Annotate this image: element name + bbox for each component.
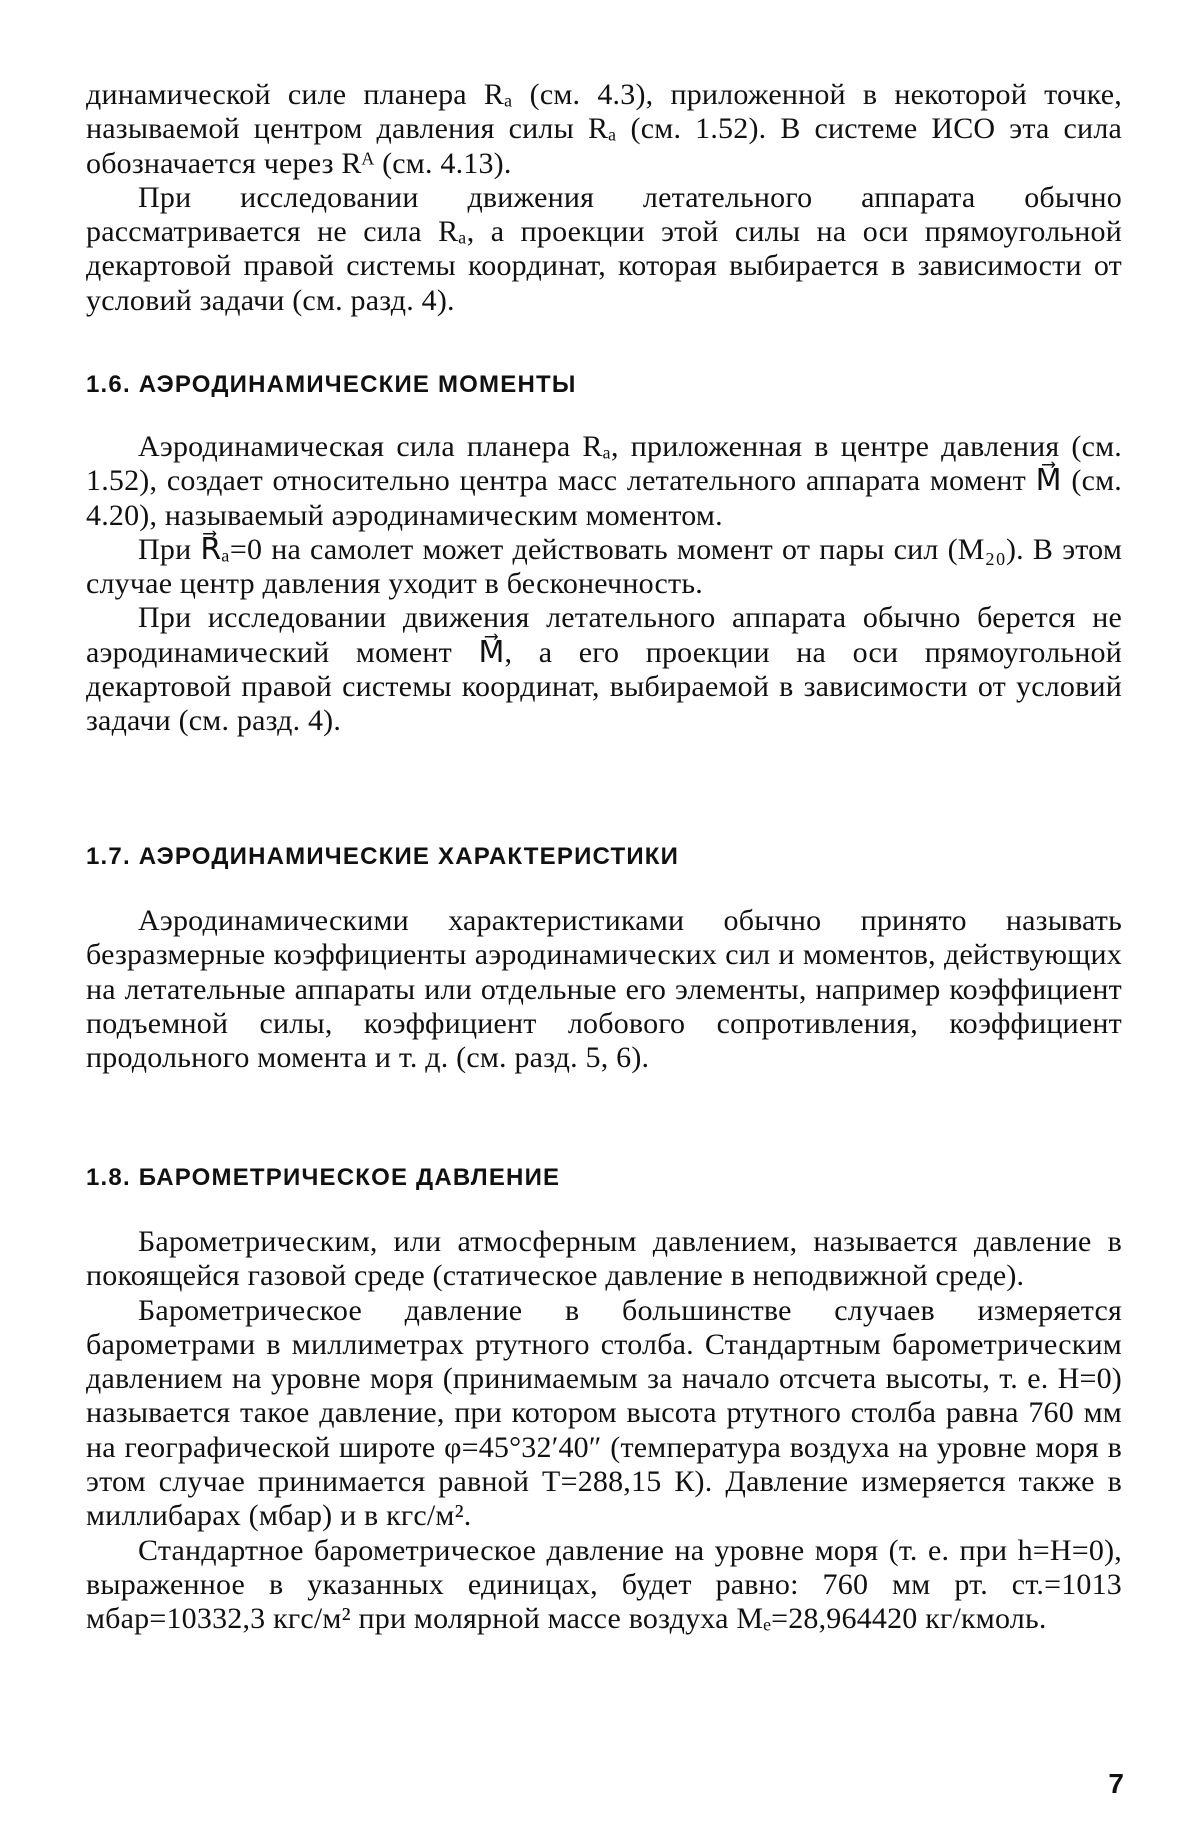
paragraph: Барометрическим, или атмосферным давлением, называется давление в покоящейся газовой среде (статическое давление в неподвижной среде). — [86, 1225, 1122, 1293]
section-1-6 — [86, 370, 1122, 739]
paragraph: Аэродинамическая сила планера Rₐ, приложенная в центре давления (см. 1.52), создает относительно центра масс летательного аппарата момент M⃗ (см. 4.20), называемый аэродинамическим моментом. — [86, 430, 1122, 532]
intro-block — [86, 78, 1122, 318]
paragraph: При R⃗ₐ=0 на самолет может действовать момент от пары сил (M₂₀). В этом случае центр давления уходит в бесконечность. — [86, 532, 1122, 601]
paragraph: При исследовании движения летательного аппарата обычно берется не аэродинамический момент M⃗, а его проекции на оси прямоугольной декартовой правой системы координат, выбираемой в зависимости от условий задачи (см. разд. 4). — [86, 601, 1122, 738]
page-body — [86, 78, 1122, 318]
paragraph: При исследовании движения летательного аппарата обычно рассматривается не сила Rₐ, а проекции этой силы на оси прямоугольной декартовой правой системы координат, которая выбирается в зависимости от условий задачи (см. разд. 4). — [86, 180, 1122, 317]
paragraph: Аэродинамическими характеристиками обычно принято называть безразмерные коэффициенты аэродинамических сил и моментов, действующих на летательные аппараты или отдельные его элементы, например коэффициент подъемной силы, коэффициент лобового сопротивления, коэффициент продольного момента и т. д. (см. разд. 5, 6). — [86, 904, 1122, 1075]
paragraph: Барометрическое давление в большинстве случаев измеряется барометрами в миллиметрах ртутного столба. Стандартным барометрическим давлением на уровне моря (принимаемым за начало отсчета высоты, т. е. H=0) называется такое давление, при котором высота ртутного столба равна 760 мм на географической широте φ=45°32′40″ (температура воздуха на уровне моря в этом случае принимается равной T=288,15 К). Давление измеряется также в миллибарах (мбар) и в кгс/м². — [86, 1293, 1122, 1533]
paragraph: динамической силе планера Rₐ (см. 4.3), приложенной в некоторой точке, называемой центром давления силы Rₐ (см. 1.52). В системе ИСО эта сила обозначается через Rᴬ (см. 4.13). — [86, 78, 1122, 180]
section-heading: 1.8. БАРОМЕТРИЧЕСКОЕ ДАВЛЕНИЕ — [86, 1164, 561, 1191]
paragraph: Стандартное барометрическое давление на уровне моря (т. е. при h=H=0), выраженное в указанных единицах, будет равно: 760 мм рт. ст.=1013 мбар=10332,3 кгс/м² при молярной массе воздуха Mₑ=28,964420 кг/кмоль. — [86, 1533, 1122, 1636]
section-heading: 1.6. АЭРОДИНАМИЧЕСКИЕ МОМЕНТЫ — [86, 371, 577, 398]
section-1-7 — [86, 842, 1122, 1075]
page-number: 7 — [1108, 1768, 1124, 1799]
section-1-8 — [86, 1163, 1122, 1637]
section-heading: 1.7. АЭРОДИНАМИЧЕСКИЕ ХАРАКТЕРИСТИКИ — [86, 843, 680, 870]
